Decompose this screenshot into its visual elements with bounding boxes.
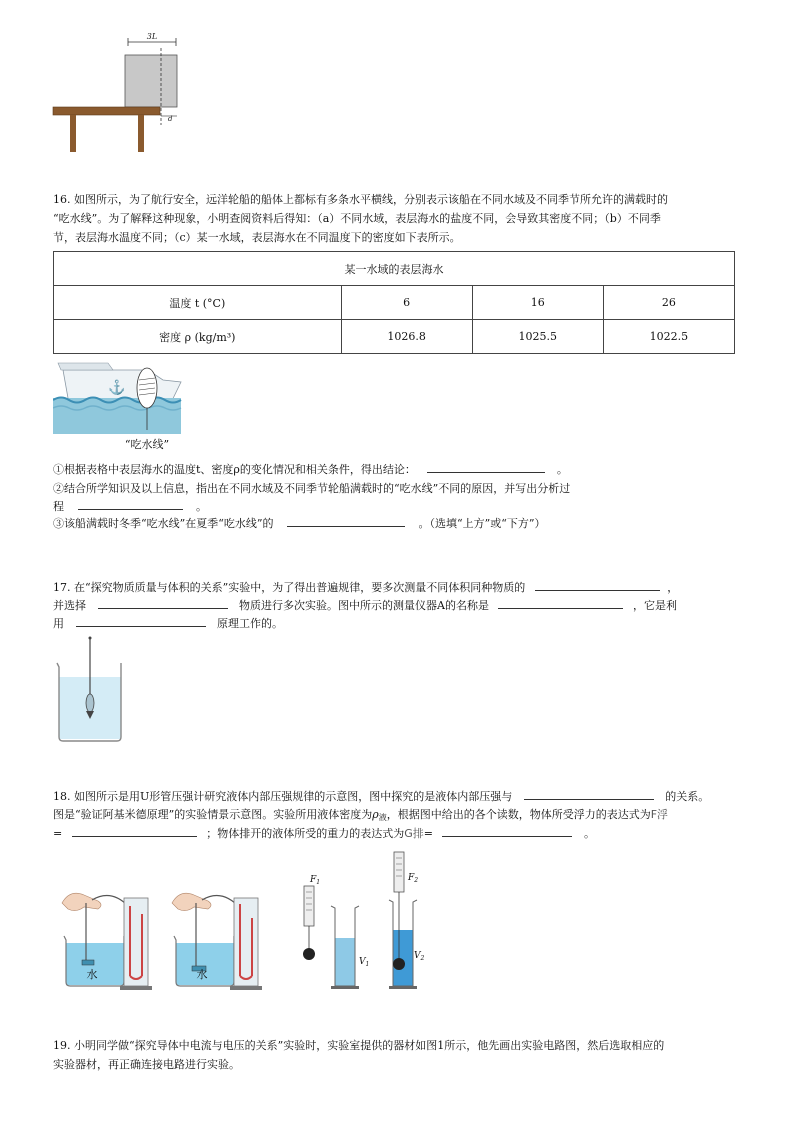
- hand: [172, 893, 211, 910]
- hydrometer-beaker-figure: [53, 635, 128, 745]
- q16-sub1-end: 。: [556, 463, 568, 476]
- q16-sub2a: ②结合所学知识及以上信息，指出在不同水域及不同季节轮船满载时的“吃水线”不同的原因，并写出分析过: [53, 482, 571, 495]
- q17-l2c: ，它是利: [632, 599, 677, 612]
- rho-symbol: ρ: [372, 808, 379, 821]
- rho-sub: 液: [378, 813, 387, 822]
- q18-l3d: 。: [583, 827, 595, 840]
- q17-l3b: 原理工作的。: [217, 617, 283, 630]
- row-label: 密度 ρ (kg/m³): [54, 320, 342, 354]
- q19-line2: 实验器材，再正确连接电路进行实验。: [53, 1058, 240, 1071]
- block-on-table-figure: [50, 30, 220, 160]
- f1-label: $F_1$: [310, 875, 321, 886]
- hydrometer-bulb: [86, 694, 94, 712]
- q18-l2b: ，根据图中给出的各个读数，物体所受浮力的表达式为: [386, 808, 651, 821]
- v2-label: $V_2$: [414, 951, 425, 962]
- answer-blank[interactable]: [535, 578, 660, 591]
- q18-line1: [53, 787, 709, 807]
- weight-object-1: [303, 948, 315, 960]
- table-leg-right: [138, 115, 144, 152]
- q16-sub3: [53, 514, 546, 534]
- sea-water: [53, 398, 181, 434]
- q17-l1b: ，: [667, 581, 679, 594]
- table-row: [54, 286, 735, 320]
- q17-line1: [53, 578, 678, 598]
- table-cell: 1022.5: [603, 320, 734, 354]
- cylinder-1-liquid: [335, 938, 355, 986]
- water-label: 水: [86, 968, 98, 981]
- q17-line2: [53, 596, 677, 616]
- q17-line3: [53, 614, 283, 634]
- table-cell: 26: [603, 286, 734, 320]
- table-cell: 1026.8: [341, 320, 472, 354]
- q16-line2: “吃水线”。为了解释这种现象，小明查阅资料后得知：（a）不同水域，表层海水的盐度不同，会导致其密度不同；（b）不同季: [53, 212, 661, 225]
- q18-l3b: ；物体排开的液体所受的重力的表达式为: [206, 827, 405, 840]
- waterline-caption: “吃水线”: [124, 438, 170, 451]
- answer-blank[interactable]: [524, 787, 654, 800]
- table-cell: 6: [341, 286, 472, 320]
- q16-sub2-end: 。: [196, 500, 207, 513]
- q18-l3c: =: [423, 827, 433, 840]
- table-title: 某一水域的表层海水: [54, 252, 735, 286]
- ship-waterline-figure: [53, 360, 183, 455]
- hand: [62, 893, 101, 910]
- q18-l3a: =: [53, 827, 63, 840]
- u-tube-pressure-figure-2: [162, 878, 272, 993]
- v1-label: $V_1$: [359, 957, 370, 968]
- q16-sub3-text: ③该船满载时冬季“吃水线”在夏季“吃水线”的: [53, 517, 274, 530]
- q16-sub3-end: 。（选填“上方”或“下方”）: [418, 517, 546, 530]
- overhang-label: d: [168, 115, 173, 123]
- q18-l1b: 的关系。: [665, 790, 710, 803]
- table-row: [54, 320, 735, 354]
- row-label: 温度 t (°C): [54, 286, 342, 320]
- answer-blank[interactable]: [72, 824, 197, 837]
- q16-sub1: [53, 460, 568, 480]
- answer-blank[interactable]: [427, 460, 545, 473]
- table-leg-left: [70, 115, 76, 152]
- block: [125, 55, 177, 107]
- seawater-table: [53, 251, 735, 354]
- u-tube-board: [124, 898, 148, 986]
- q16-sub2b-text: 程: [53, 500, 64, 513]
- answer-blank[interactable]: [442, 824, 572, 837]
- table-top: [53, 107, 160, 115]
- cylinder-2-liquid: [393, 930, 413, 986]
- u-tube-pressure-figure-1: [52, 878, 162, 993]
- water-label: 水: [196, 968, 208, 981]
- g-pai-symbol: G排: [404, 827, 424, 840]
- q18-l1a: 18. 如图所示是用U形管压强计研究液体内部压强规律的示意图，图中探究的是液体内部压强与: [53, 790, 513, 803]
- probe: [82, 960, 94, 965]
- q17-l1a: 17. 在“探究物质质量与体积的关系”实验中，为了得出普遍规律，要多次测量不同体积同种物质的: [53, 581, 526, 594]
- answer-blank[interactable]: [287, 514, 405, 527]
- f-float-symbol: F浮: [650, 808, 669, 821]
- archimedes-figure: [298, 848, 438, 993]
- u-tube-board: [234, 898, 258, 986]
- q16-line3: 节，表层海水温度不同；（c）某一水域，表层海水在不同温度下的密度如下表所示。: [53, 231, 461, 244]
- q19-line1: 19. 小明同学做“探究导体中电流与电压的关系”实验时，实验室提供的器材如图1所示，他先画出实验电路图，然后选取相应的: [53, 1039, 665, 1052]
- table-cell: 16: [472, 286, 603, 320]
- q16-line1: 16. 如图所示，为了航行安全，远洋轮船的船体上都标有多条水平横线，分别表示该船在不同水域及不同季节所允许的满载时的: [53, 193, 668, 206]
- table-cell: 1025.5: [472, 320, 603, 354]
- width-label: 3L: [146, 32, 158, 41]
- answer-blank[interactable]: [78, 497, 183, 510]
- f2-label: $F_2$: [408, 873, 419, 884]
- q17-l2a: 并选择: [53, 599, 86, 612]
- q18-l2a: 图是“验证阿基米德原理”的实验情景示意图。实验所用液体密度为: [53, 808, 373, 821]
- answer-blank[interactable]: [498, 596, 623, 609]
- answer-blank[interactable]: [76, 614, 206, 627]
- q17-l3a: 用: [53, 617, 64, 630]
- q16-sub1-text: ①根据表格中表层海水的温度t、密度ρ的变化情况和相关条件，得出结论：: [53, 463, 416, 476]
- q17-l2b: 物质进行多次实验。图中所示的测量仪器A的名称是: [239, 599, 489, 612]
- answer-blank[interactable]: [98, 596, 228, 609]
- q18-line3: [53, 824, 595, 844]
- weight-object-2: [393, 958, 405, 970]
- anchor-icon: ⚓: [108, 380, 126, 396]
